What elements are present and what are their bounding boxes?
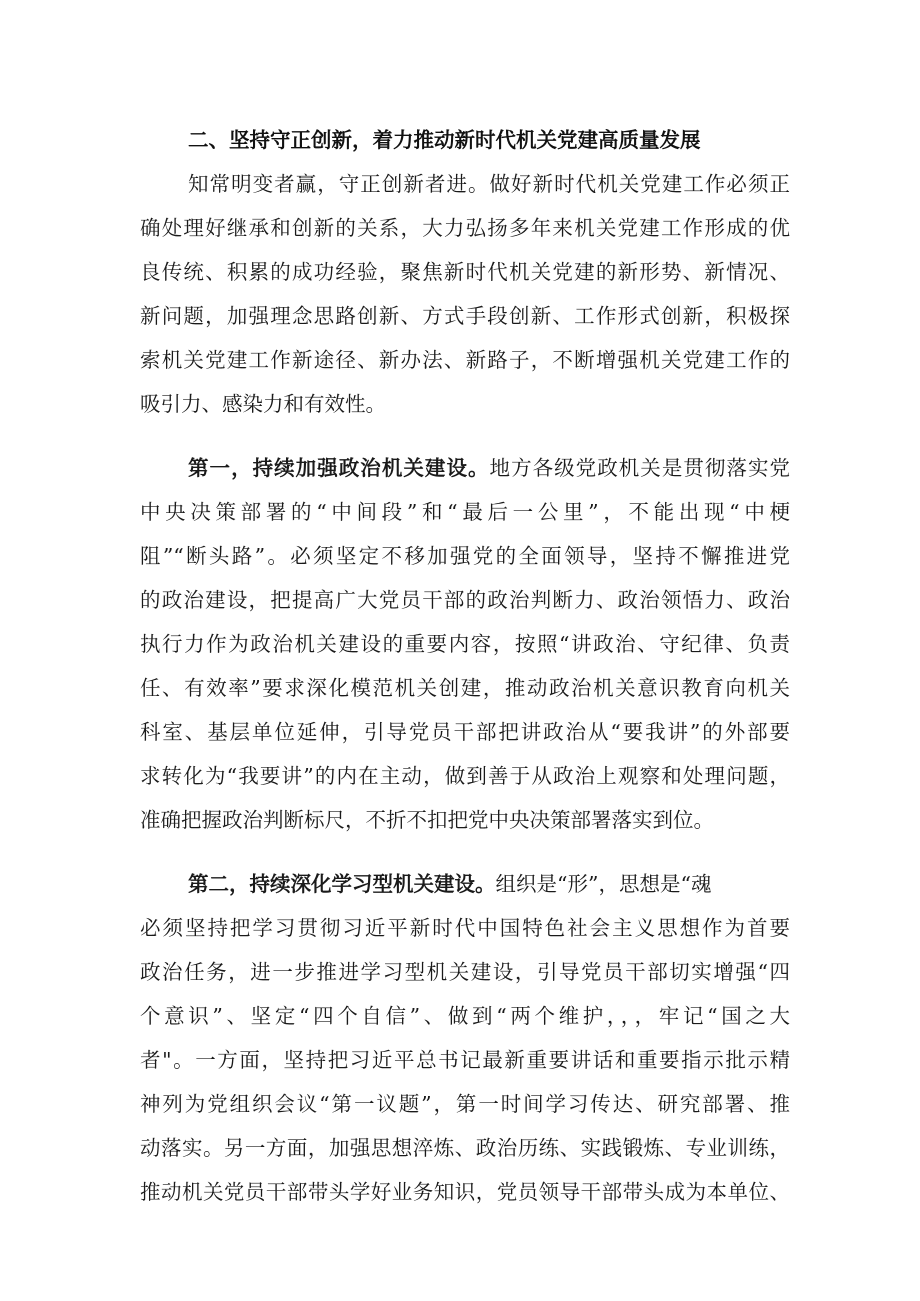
paragraph-line: 阻”“断头路”。必须坚定不移加强党的全面领导，坚持不懈推进党 [140, 544, 790, 568]
paragraph-text: 地方各级党政机关是贯彻落实党 [489, 456, 790, 480]
paragraph-line: 执行力作为政治机关建设的重要内容，按照“讲政治、守纪律、负责 [140, 632, 790, 656]
paragraph-line [188, 446, 790, 490]
paragraph-line: 动落实。另一方面，加强思想淬炼、政治历练、实践锻炼、专业训练， [140, 1136, 790, 1160]
paragraph-line [188, 862, 790, 906]
paragraph-line: 新问题，加强理念思路创新、方式手段创新、工作形式创新，积极探 [140, 304, 790, 328]
paragraph-line: 吸引力、感染力和有效性。 [140, 392, 386, 416]
paragraph-line: 者"。一方面，坚持把习近平总书记最新重要讲话和重要指示批示精 [140, 1048, 790, 1072]
paragraph-line: 推动机关党员干部带头学好业务知识，党员领导干部带头成为本单位、 [140, 1180, 790, 1204]
paragraph-line: 必须坚持把学习贯彻习近平新时代中国特色社会主义思想作为首要 [140, 916, 790, 940]
paragraph-line: 中央决策部署的“中间段”和“最后一公里”，不能出现“中梗 [140, 500, 790, 524]
paragraph-line: 准确把握政治判断标尺，不折不扣把党中央决策部署落实到位。 [140, 808, 714, 832]
paragraph-line: 求转化为“我要讲”的内在主动，做到善于从政治上观察和处理问题， [140, 764, 790, 788]
paragraph-text: 组织是“形”，思想是“魂 [495, 872, 712, 896]
paragraph-line: 良传统、积累的成功经验，聚焦新时代机关党建的新形势、新情况、 [140, 260, 790, 284]
paragraph-line: 科室、基层单位延伸，引导党员干部把讲政治从“要我讲”的外部要 [140, 720, 790, 744]
paragraph-line: 的政治建设，把提高广大党员干部的政治判断力、政治领悟力、政治 [140, 588, 790, 612]
paragraph-line: 个意识”、坚定“四个自信”、做到“两个维护，，，牢记“国之大 [140, 1004, 790, 1028]
paragraph-line: 神列为党组织会议“第一议题”，第一时间学习传达、研究部署、推 [140, 1092, 790, 1116]
paragraph-line: 任、有效率”要求深化模范机关创建，推动政治机关意识教育向机关 [140, 676, 790, 700]
paragraph-line: 知常明变者赢，守正创新者进。做好新时代机关党建工作必须正 [188, 172, 790, 196]
paragraph-lead: 第一，持续加强政治机关建设。 [188, 456, 490, 480]
paragraph-line: 确处理好继承和创新的关系，大力弘扬多年来机关党建工作形成的优 [140, 216, 790, 240]
paragraph-line: 索机关党建工作新途径、新办法、新路子，不断增强机关党建工作的 [140, 348, 790, 372]
paragraph-lead: 第二，持续深化学习型机关建设。 [188, 872, 496, 896]
section-heading: 二、坚持守正创新，着力推动新时代机关党建高质量发展 [188, 128, 701, 152]
paragraph-line: 政治任务，进一步推进学习型机关建设，引导党员干部切实增强“四 [140, 960, 790, 984]
